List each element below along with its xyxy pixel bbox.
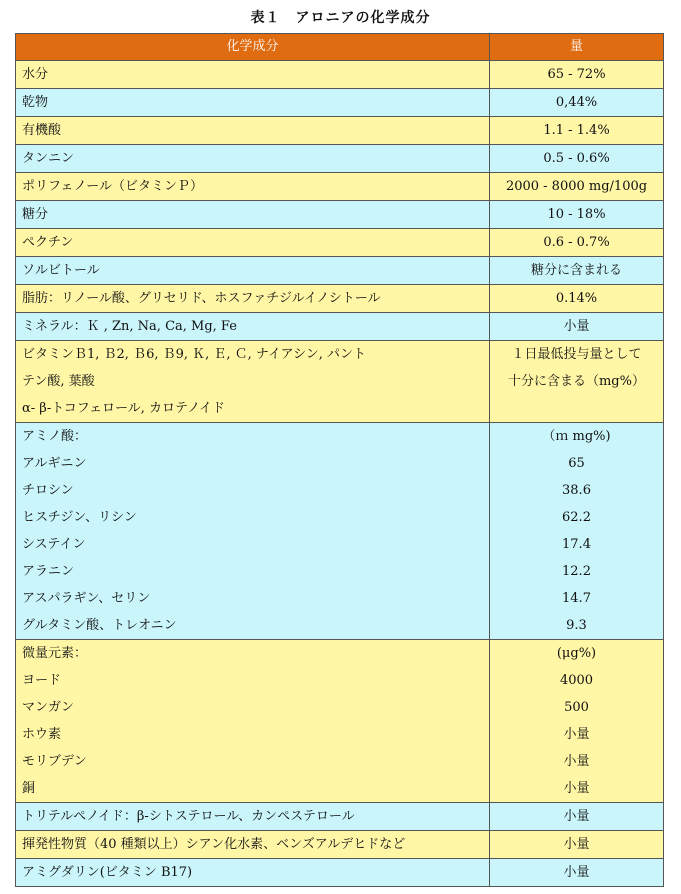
amount-cell [490,145,664,173]
amount-text: 小量 [563,781,590,796]
amount-cell [490,640,664,803]
amount-cell [490,341,664,423]
amount-text: (μg%) [556,646,597,661]
amount-text: 38.6 [562,483,591,498]
component-text: マンガン [22,700,75,715]
component-cell [16,313,490,341]
amount-text: 0.14% [555,291,598,306]
component-cell [16,145,490,173]
amount-text: 小量 [563,727,590,742]
amount-text: 2000 - 8000 mg/100g [505,179,648,194]
component-cell [16,285,490,313]
component-text: α- β-トコフェロール, カロテノイド [22,401,225,416]
amount-text: 4000 [559,673,594,688]
amount-cell [490,257,664,285]
table-row [16,89,664,117]
component-cell [16,341,490,423]
component-text: アミノ酸： [22,429,88,444]
component-cell [16,229,490,257]
component-cell [16,640,490,803]
component-text: グルタミン酸、トレオニン [22,618,177,633]
amount-text: 小量 [563,837,590,852]
table-row [16,640,664,803]
amount-cell [490,803,664,831]
component-text: 揮発性物質（40 種類以上）シアン化水素、ベンズアルデヒドなど [22,837,406,852]
component-text: ペクチン [22,235,74,250]
component-text: アラニン [22,564,75,579]
component-text: 水分 [22,67,49,82]
component-cell [16,117,490,145]
component-cell [16,831,490,859]
amount-text: 小量 [563,809,590,824]
component-text: ポリフェノール（ビタミンＰ） [22,179,203,194]
amount-text: 14.7 [562,591,591,606]
component-cell [16,61,490,89]
amount-cell [490,831,664,859]
amount-cell [490,229,664,257]
header-component: 化学成分 [16,34,490,61]
amount-text: 糖分に含まれる [530,263,622,278]
amount-text: 500 [564,700,589,715]
amount-text: 十分に含まる（mg%） [507,374,645,389]
component-text: アスパラギン、セリン [22,591,151,606]
component-text: チロシン [22,483,74,498]
component-cell [16,859,490,887]
amount-text: 小量 [563,319,590,334]
amount-cell [490,173,664,201]
composition-table [15,33,664,887]
table-row [16,831,664,859]
amount-text: 9.3 [566,618,587,633]
component-text: ホウ素 [22,727,62,742]
component-text: 糖分 [22,207,49,222]
table-row [16,859,664,887]
amount-cell [490,859,664,887]
component-text: アミグダリン(ビタミン B17) [22,865,193,880]
component-cell [16,173,490,201]
amount-text: 0,44% [555,95,598,110]
table-row [16,229,664,257]
component-text: タンニン [22,151,75,166]
component-cell [16,89,490,117]
table-row [16,117,664,145]
amount-text: 小量 [563,865,590,880]
table-row [16,803,664,831]
table-row [16,313,664,341]
amount-text: １日最低投与量として [511,347,642,362]
header-amount: 量 [490,34,664,61]
amount-text: 小量 [563,754,590,769]
amount-text: 65 - 72% [547,67,606,82]
amount-cell [490,285,664,313]
component-text: トリテルペノイド：β-シトステロール、カンペステロール [22,809,355,824]
amount-cell [490,423,664,640]
table-caption: 表１ アロニアの化学成分 [250,10,431,26]
amount-cell [490,117,664,145]
component-text: モリブデン [22,754,87,769]
amount-text: 0.6 - 0.7% [543,235,610,250]
component-text: 有機酸 [22,123,62,138]
component-text: ソルビトール [22,263,100,278]
component-text: ヒスチジン、リシン [22,510,137,525]
amount-cell [490,201,664,229]
amount-cell [490,89,664,117]
table-body [16,61,664,887]
amount-text: 65 [568,456,585,471]
component-text: 銅 [22,781,36,796]
amount-text: 1.1 - 1.4% [543,123,610,138]
component-text: システイン [22,537,86,552]
amount-cell [490,313,664,341]
component-cell [16,803,490,831]
table-row [16,173,664,201]
component-text: 脂肪：リノール酸、グリセリド、ホスファチジルイノシトール [22,291,381,306]
amount-text: 0.5 - 0.6% [543,151,610,166]
component-text: ミネラル：Ｋ , Zn, Na, Ca, Mg, Fe [22,319,237,334]
component-text: 乾物 [22,95,49,110]
component-cell [16,201,490,229]
amount-text: 12.2 [562,564,591,579]
amount-text: 10 - 18% [547,207,606,222]
table-row [16,341,664,423]
component-cell [16,257,490,285]
table-row [16,423,664,640]
component-text: テン酸, 葉酸 [22,374,95,389]
table-row [16,201,664,229]
component-text: アルギニン [22,456,87,471]
component-cell [16,423,490,640]
component-text: ビタミンＢ1, Ｂ2, Ｂ6, Ｂ9, Ｋ, Ｅ, Ｃ, ナイアシン, パント [22,347,367,362]
table-row [16,257,664,285]
amount-text: （ｍ mg%) [542,429,611,444]
amount-text: 17.4 [562,537,591,552]
component-text: ヨード [22,673,62,688]
table-row [16,285,664,313]
table-row [16,145,664,173]
amount-text: 62.2 [562,510,591,525]
table-header-row [16,34,664,61]
table-row [16,61,664,89]
component-text: 微量元素： [22,646,88,661]
amount-cell [490,61,664,89]
